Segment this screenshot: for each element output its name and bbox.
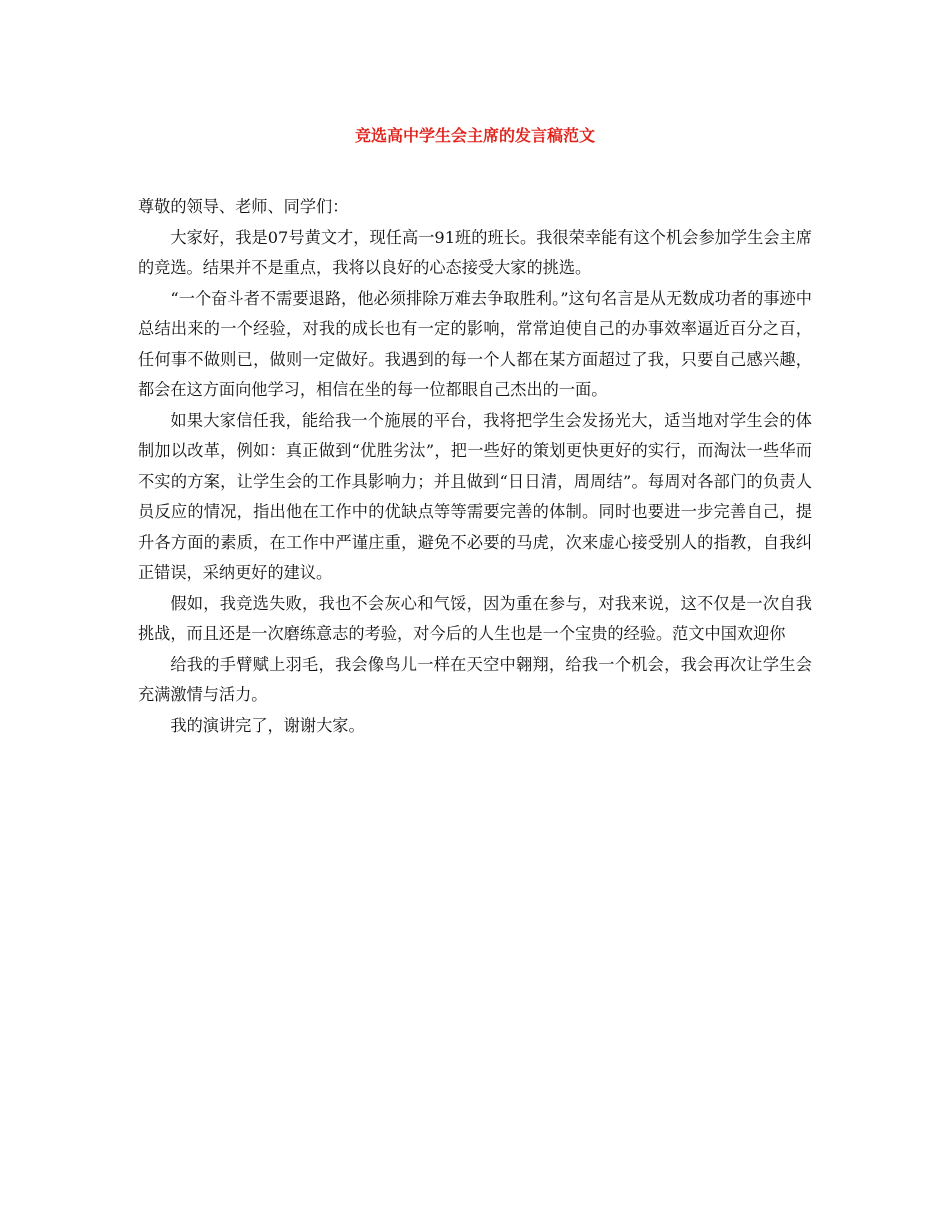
paragraph-2: “一个奋斗者不需要退路，他必须排除万难去争取胜利。”这句名言是从无数成功者的事迹中总结出来的一个经验，对我的成长也有一定的影响，常常迫使自己的办事效率逼近百分之百，任何事不做则已，做则一定做好。我遇到的每一个人都在某方面超过了我，只要自己感兴趣，都会在这方面向他学习，相信在坐的每一位都眼自己杰出的一面。 — [138, 288, 812, 399]
paragraph-5: 给我的手臂赋上羽毛，我会像鸟儿一样在天空中翱翔，给我一个机会，我会再次让学生会充满激情与活力。 — [138, 654, 812, 704]
paragraph-3: 如果大家信任我，能给我一个施展的平台，我将把学生会发扬光大，适当地对学生会的体制加以改革，例如：真正做到“优胜劣汰”，把一些好的策划更快更好的实行，而淘汰一些华而不实的方案，让学生会的工作具影响力；并且做到“日日清，周周结”。每周对各部门的负责人员反应的情况，指出他在工作中的优缺点等等需要完善的体制。同时也要进一步完善自己，提升各方面的素质，在工作中严谨庄重，避免不必要的马虎，次来虚心接受别人的指教，自我纠正错误，采纳更好的建议。 — [138, 410, 812, 582]
paragraph-4: 假如，我竞选失败，我也不会灰心和气馁，因为重在参与，对我来说，这不仅是一次自我挑战，而且还是一次磨练意志的考验，对今后的人生也是一个宝贵的经验。范文中国欢迎你 — [138, 593, 812, 643]
salutation: 尊敬的领导、老师、同学们： — [138, 197, 349, 216]
document-body — [138, 192, 812, 741]
document-title: 竞选高中学生会主席的发言稿范文 — [354, 126, 595, 145]
paragraph-1: 大家好，我是07号黄文才，现任高一91班的班长。我很荣幸能有这个机会参加学生会主席的竞选。结果并不是重点，我将以良好的心态接受大家的挑选。 — [138, 227, 812, 277]
paragraph-6: 我的演讲完了，谢谢大家。 — [170, 715, 365, 735]
